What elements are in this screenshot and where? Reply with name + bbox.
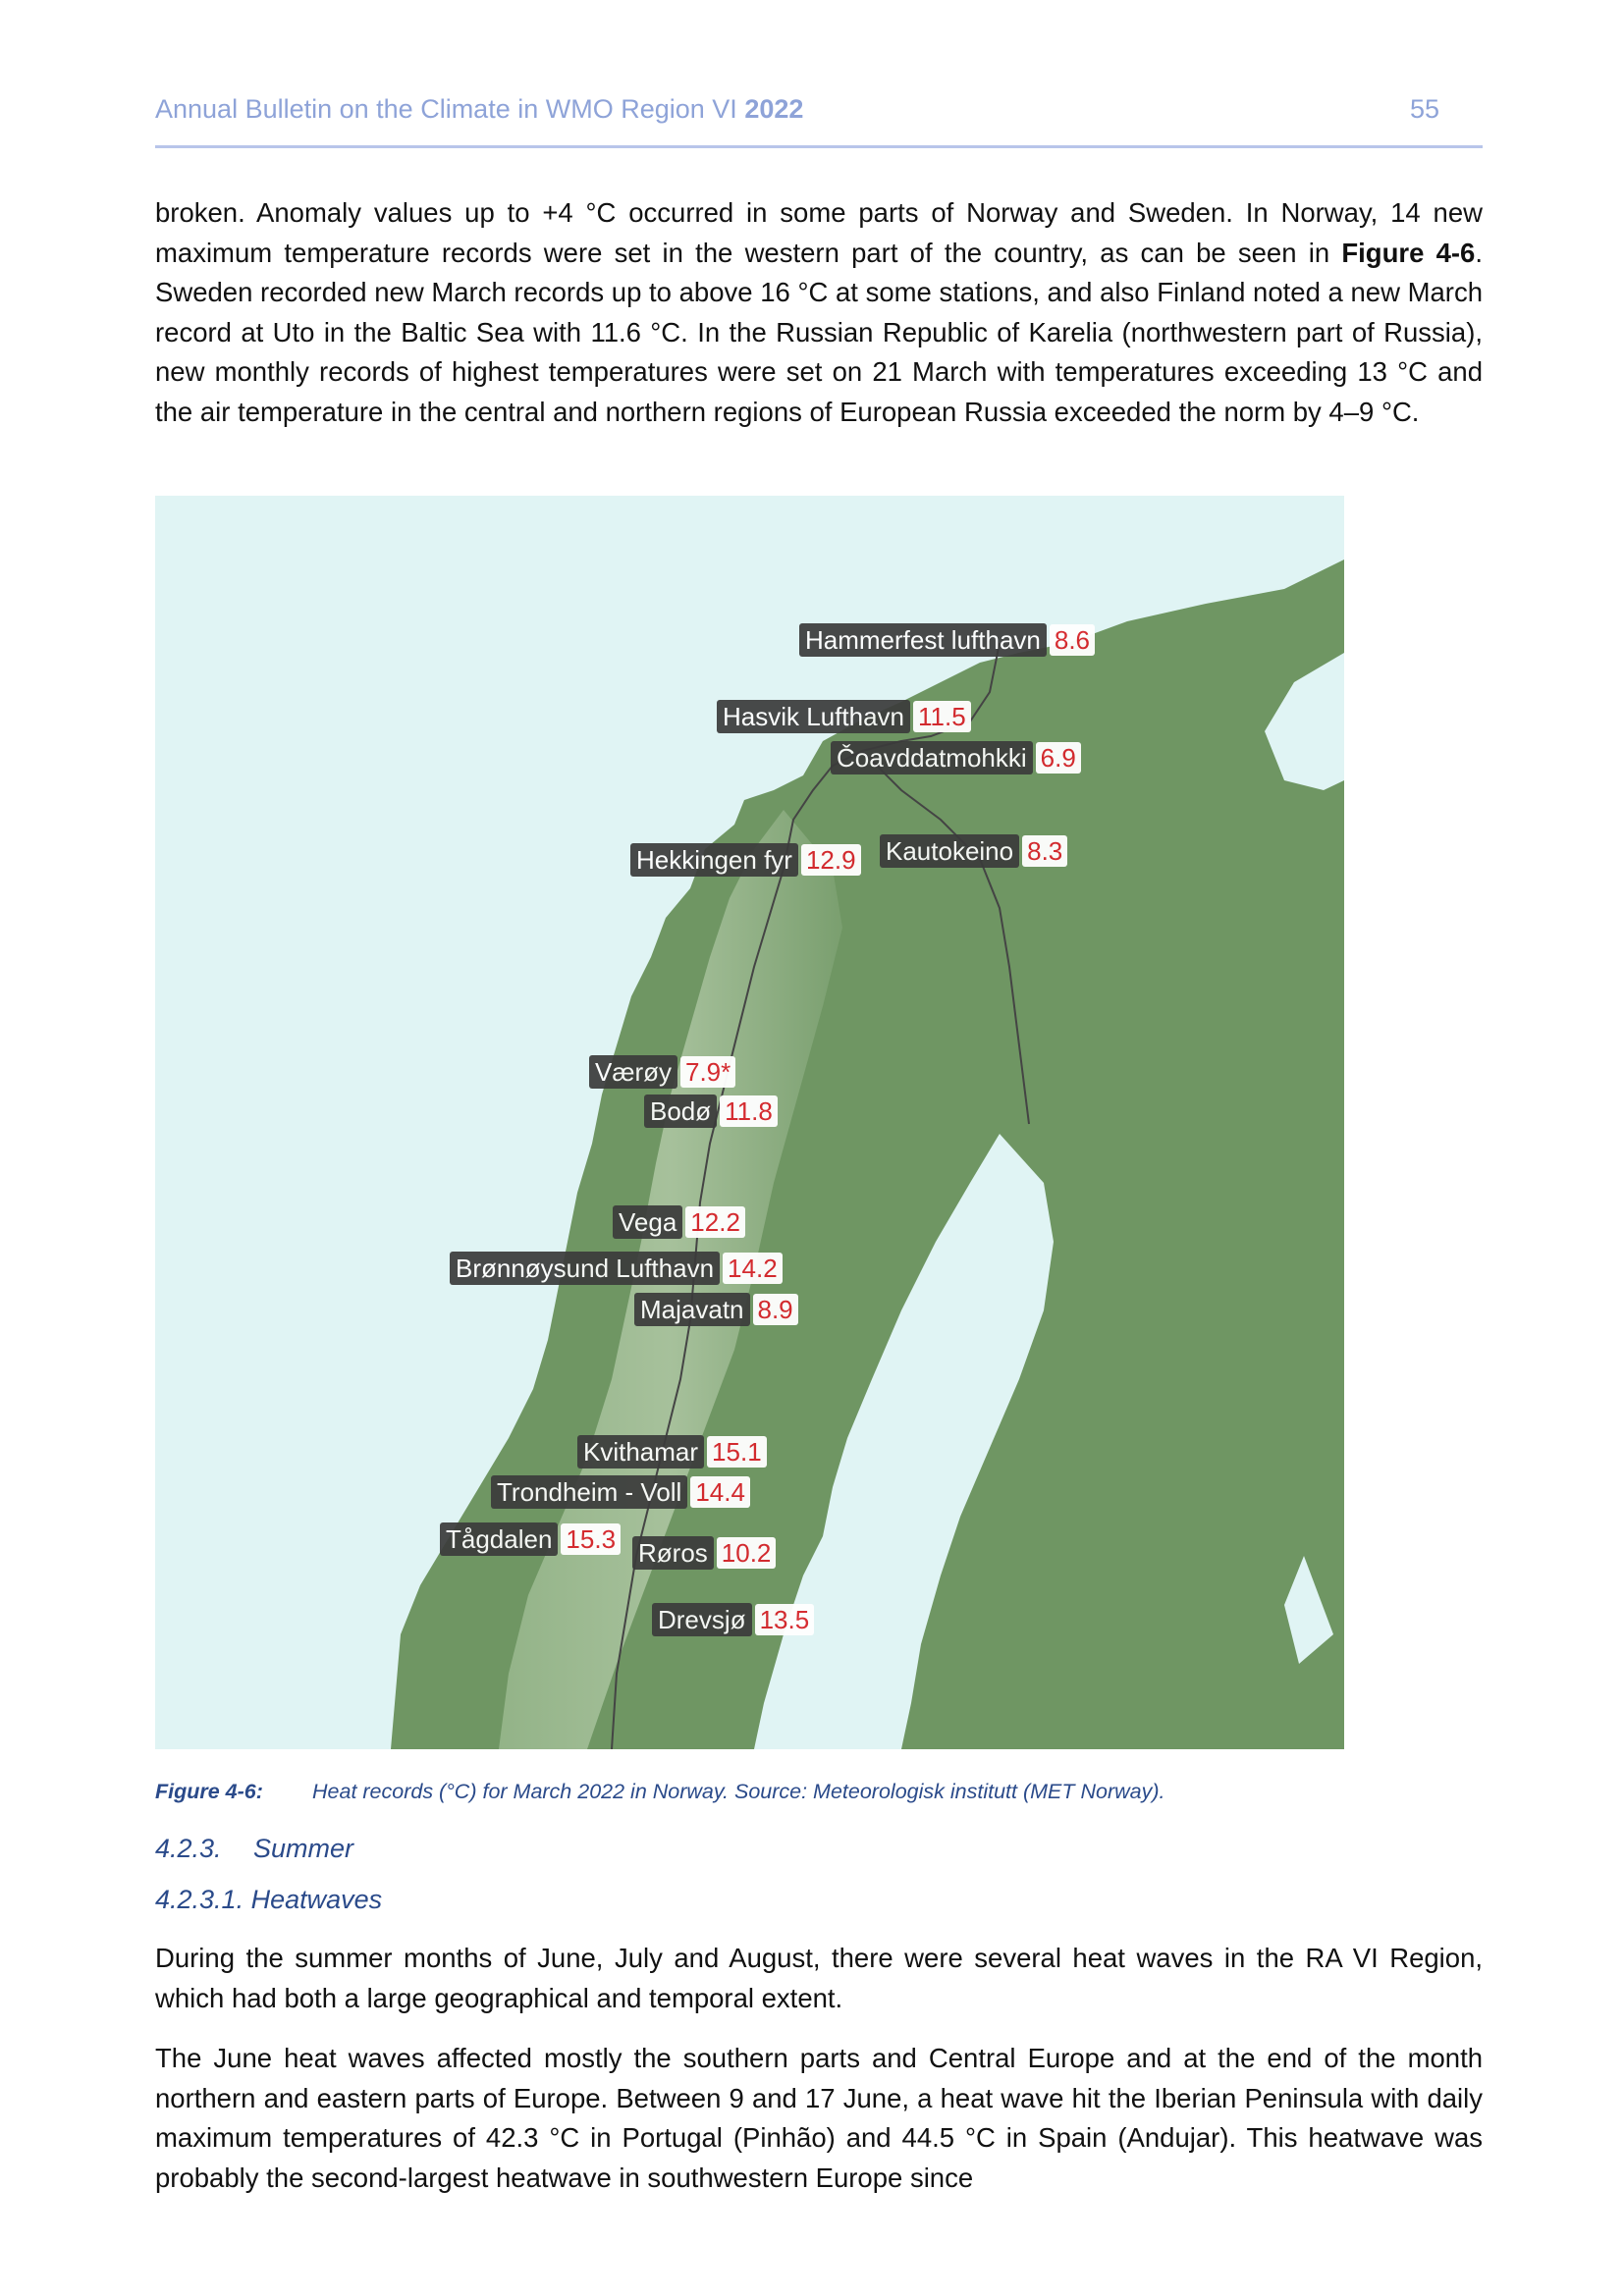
figure-reference: Figure 4-6 [1341, 237, 1476, 268]
caption-label: Figure 4-6: [155, 1780, 263, 1803]
station-label: Brønnøysund Lufthavn 14.2 [450, 1252, 783, 1285]
subsection-heading: 4.2.3.1. Heatwaves [155, 1885, 383, 1914]
station-label: Kvithamar 15.1 [577, 1435, 767, 1468]
bulletin-title: Annual Bulletin on the Climate in WMO Region VI 2022 [155, 94, 804, 124]
figure-caption [155, 1780, 1165, 1804]
station-label: Røros 10.2 [632, 1536, 776, 1570]
bulletin-year: 2022 [744, 94, 804, 124]
body-paragraph-1: broken. Anomaly values up to +4 °C occurred in some parts of Norway and Sweden. In Norway, 14 new maximum temperature records were set in the western part of the country, as can be seen in Figure 4-6. Sweden recorded new March records up to above 16 °C at some stations, and also Finland noted a new March record at Uto in the Baltic Sea with 11.6 °C. In the Russian Republic of Karelia (northwestern part of Russia), new monthly records of highest temperatures were set on 21 March with temperatures exceeding 13 °C and the air temperature in the central and northern regions of European Russia exceeded the norm by 4–9 °C. [155, 197, 1483, 427]
heat-records-map [155, 496, 1344, 1749]
caption-text: Heat records (°C) for March 2022 in Norway. Source: Meteorologisk institutt (MET Norway). [312, 1780, 1165, 1803]
page-header [155, 94, 1483, 133]
station-label: Čoavddatmohkki 6.9 [831, 741, 1081, 774]
station-label: Majavatn 8.9 [634, 1293, 798, 1326]
station-label: Kautokeino 8.3 [880, 834, 1067, 868]
header-divider [155, 145, 1483, 148]
section-number: 4.2.3. [155, 1834, 222, 1863]
station-label: Tågdalen 15.3 [440, 1522, 621, 1556]
station-label: Vega 12.2 [613, 1205, 745, 1239]
station-label: Hammerfest lufthavn 8.6 [799, 623, 1095, 657]
station-label: Drevsjø 13.5 [652, 1603, 814, 1636]
body-paragraph-2: During the summer months of June, July and August, there were several heat waves in the RA VI Region, which had both a large geographical and temporal extent. [155, 1943, 1483, 2013]
station-label: Hekkingen fyr 12.9 [630, 843, 861, 877]
page-number: 55 [1409, 94, 1439, 124]
station-label: Bodø 11.8 [644, 1095, 778, 1128]
section-heading [155, 1834, 353, 1864]
station-label: Trondheim - Voll 14.4 [491, 1475, 750, 1509]
station-label: Hasvik Lufthavn 11.5 [717, 700, 971, 733]
station-label: Værøy 7.9* [589, 1055, 735, 1089]
section-title: Summer [253, 1834, 354, 1863]
body-paragraph-3: The June heat waves affected mostly the southern parts and Central Europe and at the end of the month northern and eastern parts of Europe. Between 9 and 17 June, a heat wave hit the Iberian Peninsula with daily maximum temperatures of 42.3 °C in Portugal (Pinhão) and 44.5 °C in Spain (Andujar). This heatwave was probably the second-largest heatwave in southwestern Europe since [155, 2043, 1483, 2193]
